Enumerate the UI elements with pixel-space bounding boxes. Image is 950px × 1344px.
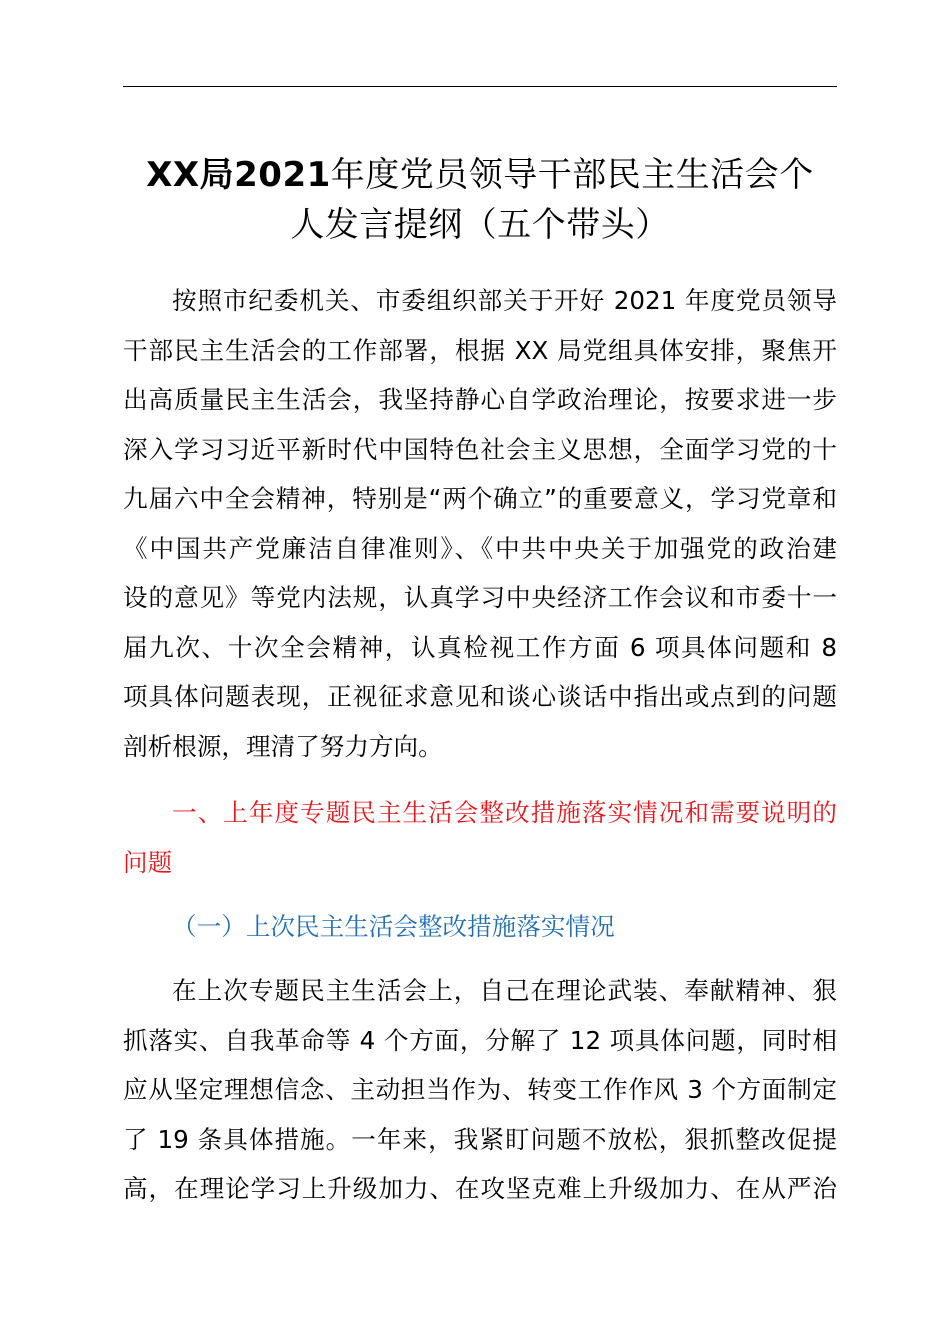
intro-paragraph (123, 276, 837, 771)
paragraph-line: 了 19 条具体措施。一年来，我紧盯问题不放松，狠抓整改促提 (123, 1124, 837, 1154)
section-heading-1 (123, 788, 837, 887)
paragraph-line: 出高质量民主生活会，我坚持静心自学政治理论，按要求进一步 (123, 385, 837, 414)
title-line-1-rest: 年度党员领导干部民主生活会个 (330, 155, 814, 195)
heading-line: 一、上年度专题民主生活会整改措施落实情况和需要说明的 (172, 798, 837, 827)
subsection-heading-1 (123, 902, 837, 952)
heading-line: 问题 (123, 847, 173, 877)
title-line-2: 人发言提纲（五个带头） (290, 205, 670, 245)
paragraph-line: 按照市纪委机关、市委组织部关于开好 2021 年度党员领导 (172, 286, 837, 315)
title-bold-prefix: XX局2021 (146, 155, 331, 195)
header-rule (123, 86, 837, 87)
paragraph-line: 设的意见》等党内法规，认真学习中央经济工作会议和市委十一 (123, 583, 837, 612)
paragraph-line: 九届六中全会精神，特别是“两个确立”的重要意义，学习党章和 (123, 484, 837, 513)
paragraph-line: 干部民主生活会的工作部署，根据 XX 局党组具体安排，聚焦开 (123, 335, 837, 365)
paragraph-line: 项具体问题表现，正视征求意见和谈心谈话中指出或点到的问题 (123, 682, 837, 711)
paragraph-line: 应从坚定理想信念、主动担当作为、转变工作作风 3 个方面制定 (123, 1075, 837, 1104)
paragraph-line: 届九次、十次全会精神，认真检视工作方面 6 项具体问题和 8 (123, 632, 837, 662)
paragraph-line: 《中国共产党廉洁自律准则》、《中共中央关于加强党的政治建 (123, 533, 837, 563)
document-title (123, 150, 837, 250)
section-paragraph (123, 966, 837, 1214)
paragraph-line: 抓落实、自我革命等 4 个方面，分解了 12 项具体问题，同时相 (123, 1025, 837, 1055)
heading-line: （一）上次民主生活会整改措施落实情况 (172, 912, 615, 941)
paragraph-line: 在上次专题民主生活会上，自己在理论武装、奉献精神、狠 (172, 976, 837, 1005)
paragraph-line: 高，在理论学习上升级加力、在攻坚克难上升级加力、在从严治 (123, 1174, 837, 1203)
paragraph-line: 剖析根源，理清了努力方向。 (123, 731, 443, 761)
title-line-1 (123, 150, 837, 200)
paragraph-line: 深入学习习近平新时代中国特色社会主义思想，全面学习党的十 (123, 434, 837, 464)
